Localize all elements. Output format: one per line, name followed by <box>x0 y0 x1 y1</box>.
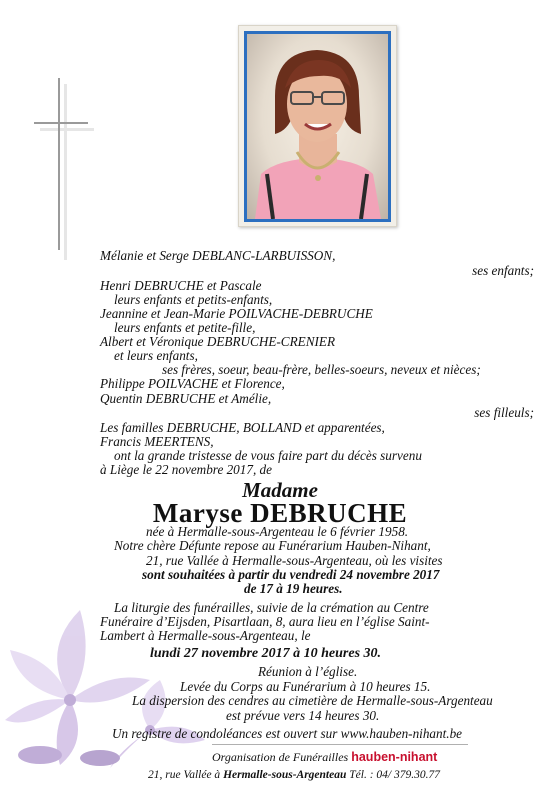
family-line: Quentin DEBRUCHE et Amélie, <box>100 391 272 406</box>
deceased-name: Maryse DEBRUCHE <box>152 498 408 528</box>
liturgy-line: Lambert à Hermalle-sous-Argenteau, le <box>100 628 311 643</box>
ashes-line: est prévue vers 14 heures 30. <box>226 708 380 723</box>
cross-icon <box>34 122 88 124</box>
footer-address <box>148 768 440 783</box>
liturgy-line: La liturgie des funérailles, suivie de la crémation au Centre <box>114 600 429 615</box>
cross-shadow <box>40 128 94 131</box>
family-line: Jeannine et Jean-Marie POILVACHE-DEBRUCHE <box>100 306 373 321</box>
rest-line: Notre chère Défunte repose au Funérarium Hauben-Nihant, <box>114 538 431 553</box>
family-line: leurs enfants et petits-enfants, <box>114 292 273 307</box>
family-line: leurs enfants et petite-fille, <box>114 320 256 335</box>
deceased-title: Madame <box>242 478 318 502</box>
address-tel: Tél. : 04/ 379.30.77 <box>346 769 440 781</box>
footer-divider <box>212 744 468 745</box>
family-line: Albert et Véronique DEBRUCHE-CRENIER <box>100 334 335 349</box>
family-line: Philippe POILVACHE et Florence, <box>100 376 285 391</box>
children-label: ses enfants; <box>472 263 534 278</box>
announcement-line: à Liège le 22 novembre 2017, de <box>100 462 273 477</box>
footer-organisation <box>212 750 437 765</box>
family-line: Henri DEBRUCHE et Pascale <box>100 278 262 293</box>
lift-line: Levée du Corps au Funérarium à 10 heures 15. <box>180 679 431 694</box>
address-prefix: 21, rue Vallée à <box>148 769 224 781</box>
family-line: Francis MEERTENS, <box>100 434 214 449</box>
ceremony-date: lundi 27 novembre 2017 à 10 heures 30. <box>150 646 382 661</box>
portrait-frame <box>238 25 397 227</box>
godchildren-label: ses filleuls; <box>474 405 534 420</box>
cross-icon <box>58 78 60 250</box>
family-line: et leurs enfants, <box>114 348 198 363</box>
address-town: Hermalle-sous-Argenteau <box>223 769 347 781</box>
cross-shadow <box>64 84 67 260</box>
announcement-line: ont la grande tristesse de vous faire part du décès survenu <box>114 448 422 463</box>
family-line: Mélanie et Serge DEBLANC-LARBUISSON, <box>100 248 336 263</box>
birth-line: née à Hermalle-sous-Argenteau le 6 février 1958. <box>146 524 409 539</box>
register-line: Un registre de condoléances est ouvert sur www.hauben-nihant.be <box>112 726 463 741</box>
portrait-photo <box>244 31 391 222</box>
meeting-line: Réunion à l’église. <box>258 664 358 679</box>
visits-line: de 17 à 19 heures. <box>244 581 343 596</box>
ashes-line: La dispersion des cendres au cimetière de Hermalle-sous-Argenteau <box>132 693 493 708</box>
family-line: Les familles DEBRUCHE, BOLLAND et apparentées, <box>100 420 385 435</box>
liturgy-line: Funéraire d’Eijsden, Pisartlaan, 8, aura lieu en l’église Saint- <box>100 614 430 629</box>
brand-logo: hauben-nihant <box>351 750 438 764</box>
org-prefix: Organisation de Funérailles <box>212 750 352 764</box>
visits-line: sont souhaitées à partir du vendredi 24 novembre 2017 <box>142 567 440 582</box>
portrait-illustration <box>247 34 388 219</box>
rest-line: 21, rue Vallée à Hermalle-sous-Argenteau, où les visites <box>146 553 443 568</box>
family-line: ses frères, soeur, beau-frère, belles-soeurs, neveux et nièces; <box>162 362 481 377</box>
